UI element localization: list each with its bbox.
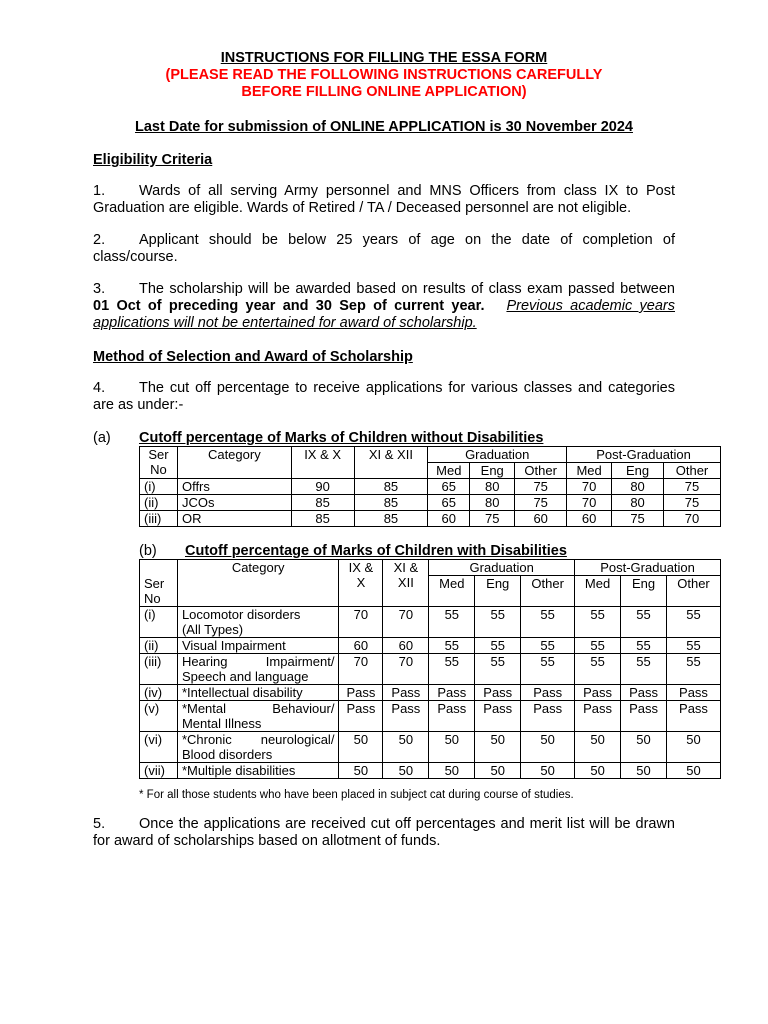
table-b-cell-p-med: 50 (575, 762, 621, 778)
table-b-cell-xi: Pass (383, 700, 429, 731)
table-a-p-other-header: Other (664, 463, 721, 479)
warning-line-1: (PLEASE READ THE FOLLOWING INSTRUCTIONS CAREFULLY (165, 67, 603, 83)
table-a-cell-ix: 85 (291, 495, 354, 511)
table-b-cell-ix: 70 (339, 653, 383, 684)
table-b-cell-category: *Mental Behaviour/ Mental Illness (177, 700, 339, 731)
table-b-cell-category: Locomotor disorders (All Types) (177, 606, 339, 637)
table-b-category-header: Category (177, 560, 339, 576)
table-b-cell-g-other: Pass (521, 700, 575, 731)
table-b-cell-g-other: 55 (521, 606, 575, 637)
table-b-cell-xi: 50 (383, 731, 429, 762)
paragraph-4 (93, 380, 675, 414)
table-b-cell-p-eng: 50 (621, 731, 667, 762)
table-b-cell-p-other: 50 (666, 731, 720, 762)
table-b-footnote: * For all those students who have been placed in subject cat during course of studies. (139, 788, 574, 801)
table-b-cell-ser: (vii) (140, 762, 178, 778)
table-b-category-header-bottom (177, 576, 339, 607)
table-a-cell-ser: (ii) (140, 495, 178, 511)
paragraph-3-dates: 01 Oct of preceding year and 30 Sep of current year. (93, 298, 485, 314)
table-b-g-eng-header: Eng (475, 576, 521, 607)
table-b-cell-ser: (iv) (140, 684, 178, 700)
table-a-cell-category: JCOs (177, 495, 291, 511)
table-row (140, 700, 721, 731)
eligibility-heading: Eligibility Criteria (93, 152, 213, 168)
table-row (140, 479, 721, 495)
table-b-cell-p-other: 55 (666, 606, 720, 637)
table-b-cell-g-other: Pass (521, 684, 575, 700)
table-b-cell-xi: 70 (383, 653, 429, 684)
paragraph-5 (93, 816, 675, 850)
table-b-cell-g-med: Pass (429, 700, 475, 731)
table-row (140, 762, 721, 778)
paragraph-5-text: Once the applications are received cut off percentages and merit list will be drawn for award of scholarships based on allotment of funds. (93, 815, 675, 849)
table-b-cell-g-med: Pass (429, 684, 475, 700)
table-a-g-other-header: Other (515, 463, 567, 479)
table-b-cell-g-med: 50 (429, 762, 475, 778)
table-b-g-med-header: Med (429, 576, 475, 607)
table-b-cell-p-other: Pass (666, 700, 720, 731)
table-row (140, 606, 721, 637)
table-b-cell-g-eng: Pass (475, 700, 521, 731)
table-b-cell-p-eng: 50 (621, 762, 667, 778)
table-b-cell-ix: 70 (339, 606, 383, 637)
table-b-cell-g-eng: 55 (475, 653, 521, 684)
table-a-cell-g-med: 65 (428, 495, 470, 511)
table-row (140, 637, 721, 653)
table-b-cell-xi: 70 (383, 606, 429, 637)
table-b-ix-header: IX & X (339, 560, 383, 607)
table-b-cell-p-eng: Pass (621, 700, 667, 731)
table-b-cell-g-eng: 50 (475, 762, 521, 778)
table-a (139, 446, 721, 527)
last-date-notice: Last Date for submission of ONLINE APPLICATION is 30 November 2024 (135, 119, 633, 135)
table-b-cell-p-med: Pass (575, 684, 621, 700)
table-b-cell-g-other: 55 (521, 653, 575, 684)
table-b-cell-ix: 60 (339, 637, 383, 653)
table-b-cell-ser: (vi) (140, 731, 178, 762)
paragraph-2-text: Applicant should be below 25 years of age on the date of completion of class/course. (93, 232, 675, 265)
table-a-p-med-header: Med (567, 463, 612, 479)
table-a-cell-p-eng: 80 (612, 495, 664, 511)
table-b-cell-p-other: 55 (666, 637, 720, 653)
title-block (93, 50, 675, 101)
table-b-cell-category: *Intellectual disability (177, 684, 339, 700)
table-a-cell-g-eng: 80 (470, 479, 515, 495)
table-a-category-header: Category (177, 447, 291, 479)
table-b-cell-g-med: 50 (429, 731, 475, 762)
table-a-cell-g-med: 65 (428, 479, 470, 495)
table-b-g-other-header: Other (521, 576, 575, 607)
table-b-cell-ix: 50 (339, 731, 383, 762)
table-b-p-med-header: Med (575, 576, 621, 607)
table-b-cell-category: *Multiple disabilities (177, 762, 339, 778)
table-row (140, 684, 721, 700)
table-a-cell-p-eng: 80 (612, 479, 664, 495)
table-b-cell-p-med: 50 (575, 731, 621, 762)
table-b-cell-g-eng: Pass (475, 684, 521, 700)
table-b-title: Cutoff percentage of Marks of Children with Disabilities (185, 543, 567, 559)
table-a-caption (93, 430, 675, 446)
table-b-cell-ix: Pass (339, 684, 383, 700)
table-b-cell-ix: Pass (339, 700, 383, 731)
warning-line-2: BEFORE FILLING ONLINE APPLICATION) (241, 84, 527, 100)
table-b-cell-ser: (i) (140, 606, 178, 637)
table-a-cell-p-med: 60 (567, 511, 612, 527)
table-b-cell-p-med: Pass (575, 700, 621, 731)
table-b-graduation-header: Graduation (429, 560, 575, 576)
table-b-cell-g-other: 55 (521, 637, 575, 653)
paragraph-5-number: 5. (93, 815, 106, 832)
table-b-cell-g-med: 55 (429, 637, 475, 653)
table-b-label: (b) (139, 543, 157, 559)
table-a-cell-p-other: 75 (664, 479, 721, 495)
table-a-label: (a) (93, 430, 111, 446)
table-b-ser-header: Ser No (140, 576, 178, 607)
paragraph-3-note: Previous academic years applications will not be entertained for award of scholarship. (93, 298, 675, 331)
table-a-ix-header: IX & X (291, 447, 354, 479)
table-a-cell-p-other: 70 (664, 511, 721, 527)
table-b-ser-header-top (140, 560, 178, 576)
table-b-xi-header: XI & XII (383, 560, 429, 607)
table-b-cell-p-eng: 55 (621, 653, 667, 684)
table-b-cell-ser: (iii) (140, 653, 178, 684)
table-b-p-eng-header: Eng (621, 576, 667, 607)
table-b-cell-p-eng: 55 (621, 606, 667, 637)
table-b-cell-p-other: Pass (666, 684, 720, 700)
paragraph-3 (93, 281, 675, 332)
table-b-cell-ser: (ii) (140, 637, 178, 653)
table-row (140, 511, 721, 527)
paragraph-3-text: The scholarship will be awarded based on results of class exam passed between (139, 281, 675, 297)
table-a-cell-ix: 85 (291, 511, 354, 527)
table-a-cell-ix: 90 (291, 479, 354, 495)
table-a-cell-p-med: 70 (567, 479, 612, 495)
table-b-cell-g-med: 55 (429, 653, 475, 684)
table-b-cell-p-med: 55 (575, 637, 621, 653)
table-b-cell-xi: 60 (383, 637, 429, 653)
table-b-cell-p-other: 55 (666, 653, 720, 684)
method-heading: Method of Selection and Award of Scholarship (93, 349, 413, 365)
table-b-cell-g-eng: 55 (475, 606, 521, 637)
table-a-cell-p-other: 75 (664, 495, 721, 511)
table-b-cell-category: *Chronic neurological/ Blood disorders (177, 731, 339, 762)
table-b-cell-ser: (v) (140, 700, 178, 731)
table-b-cell-g-med: 55 (429, 606, 475, 637)
paragraph-4-text: The cut off percentage to receive applications for various classes and categories are as under:- (93, 380, 675, 413)
table-a-cell-p-med: 70 (567, 495, 612, 511)
table-a-cell-g-med: 60 (428, 511, 470, 527)
paragraph-2-number: 2. (93, 232, 106, 248)
paragraph-4-number: 4. (93, 380, 106, 396)
table-b-p-other-header: Other (666, 576, 720, 607)
table-a-header-row-1 (140, 447, 721, 463)
table-b-cell-p-eng: Pass (621, 684, 667, 700)
table-a-cell-g-eng: 80 (470, 495, 515, 511)
table-b-cell-category: Visual Impairment (177, 637, 339, 653)
table-b-cell-g-eng: 50 (475, 731, 521, 762)
table-b-cell-g-other: 50 (521, 731, 575, 762)
table-b-cell-p-eng: 55 (621, 637, 667, 653)
document-page (93, 50, 710, 850)
table-row (140, 495, 721, 511)
table-a-g-med-header: Med (428, 463, 470, 479)
table-a-ser-header: Ser No (140, 447, 178, 479)
table-a-cell-xi: 85 (354, 511, 428, 527)
table-b-caption (139, 543, 675, 559)
table-a-cell-g-other: 75 (515, 495, 567, 511)
table-b-cell-g-eng: 55 (475, 637, 521, 653)
table-a-p-eng-header: Eng (612, 463, 664, 479)
table-a-cell-ser: (i) (140, 479, 178, 495)
form-title: INSTRUCTIONS FOR FILLING THE ESSA FORM (220, 50, 548, 66)
table-a-cell-g-eng: 75 (470, 511, 515, 527)
table-a-cell-ser: (iii) (140, 511, 178, 527)
table-b (139, 559, 721, 779)
table-b-cell-p-med: 55 (575, 653, 621, 684)
table-a-cell-xi: 85 (354, 479, 428, 495)
table-a-graduation-header: Graduation (428, 447, 567, 463)
table-a-cell-xi: 85 (354, 495, 428, 511)
table-a-title: Cutoff percentage of Marks of Children without Disabilities (139, 430, 544, 446)
paragraph-1 (93, 183, 675, 217)
table-a-pg-header: Post-Graduation (567, 447, 721, 463)
table-a-cell-p-eng: 75 (612, 511, 664, 527)
table-b-cell-category: Hearing Impairment/ Speech and language (177, 653, 339, 684)
table-b-cell-xi: 50 (383, 762, 429, 778)
table-a-g-eng-header: Eng (470, 463, 515, 479)
table-b-pg-header: Post-Graduation (575, 560, 721, 576)
paragraph-1-text: Wards of all serving Army personnel and MNS Officers from class IX to Post Graduation are eligible. Wards of Retired / TA / Deceased personnel are not eligible. (93, 183, 675, 216)
table-b-cell-p-med: 55 (575, 606, 621, 637)
table-row (140, 731, 721, 762)
table-a-cell-category: Offrs (177, 479, 291, 495)
table-b-header-row-1 (140, 560, 721, 576)
table-row (140, 653, 721, 684)
paragraph-3-number: 3. (93, 281, 106, 297)
paragraph-1-number: 1. (93, 183, 106, 199)
table-b-cell-g-other: 50 (521, 762, 575, 778)
table-a-cell-g-other: 60 (515, 511, 567, 527)
table-b-cell-xi: Pass (383, 684, 429, 700)
table-b-header-row-2 (140, 576, 721, 607)
table-b-cell-p-other: 50 (666, 762, 720, 778)
paragraph-2 (93, 232, 675, 266)
table-a-cell-category: OR (177, 511, 291, 527)
table-a-cell-g-other: 75 (515, 479, 567, 495)
table-a-xi-header: XI & XII (354, 447, 428, 479)
table-b-cell-ix: 50 (339, 762, 383, 778)
